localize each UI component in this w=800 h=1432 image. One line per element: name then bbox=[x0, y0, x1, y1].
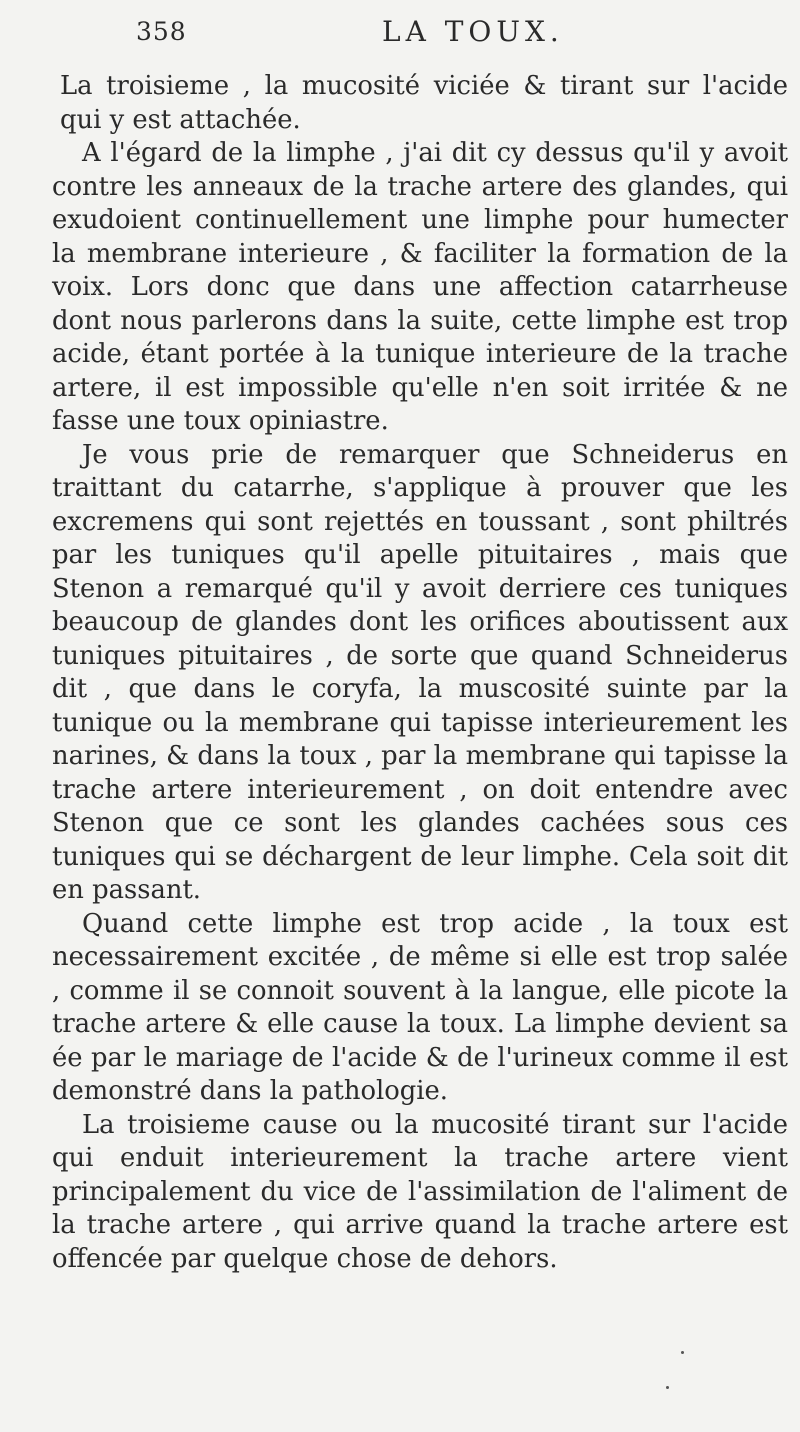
page-number: 358 bbox=[136, 17, 187, 46]
paragraph-5: La troisieme cause ou la mucosité tirant sur l'acide qui enduit interieurement la trache artere vient principalement du vice de l'assimilation de l'aliment de la trache artere , qui arrive quand la trache artere est offencée par quelque chose de dehors. bbox=[52, 1109, 788, 1274]
paragraph-3: Je vous prie de remarquer que Schneiderus en traittant du catarrhe, s'applique à prouver que les excremens qui sont rejettés en toussant , sont philtrés par les tuniques qu'il apelle pituitaires , mais que Stenon a remarqué qu'il y avoit derriere ces tuniques beaucoup de glandes dont les orifices aboutissent aux tuniques pituitaires , de sorte que quand Schneiderus dit , que dans le coryfa, la muscosité suinte par la tunique ou la membrane qui tapisse interieurement les narines, & dans la toux , par la membrane qui tapisse la trache artere interieurement , on doit entendre avec Stenon que ce sont les glandes cachées sous ces tuniques qui se déchargent de leur limphe. Cela soit dit en passant. bbox=[52, 439, 788, 905]
running-title: LA TOUX. bbox=[382, 15, 564, 48]
page-text bbox=[52, 70, 788, 1276]
paragraph-4: Quand cette limphe est trop acide , la toux est necessairement excitée , de même si elle est trop salée , comme il se connoit souvent à la langue, elle picote la trache artere & elle cause la toux. La limphe devient sa ée par le mariage de l'acide & de l'urineux comme il est demonstré dans la pathologie. bbox=[52, 908, 788, 1106]
paragraph-2: A l'égard de la limphe , j'ai dit cy dessus qu'il y avoit contre les anneaux de la trache artere des glandes, qui exudoient continuellement une limphe pour humecter la membrane interieure , & faciliter la formation de la voix. Lors donc que dans une affection catarrheuse dont nous parlerons dans la suite, cette limphe est trop acide, étant portée à la tunique interieure de la trache artere, il est impossible qu'elle n'en soit irritée & ne fasse une toux opiniastre. bbox=[52, 138, 788, 436]
ink-speck-mark bbox=[681, 1351, 684, 1354]
page-header bbox=[136, 12, 776, 52]
paragraph-1: La troisieme , la mucosité viciée & tirant sur l'acide qui y est attachée. bbox=[60, 71, 788, 135]
ink-speck-mark bbox=[666, 1386, 669, 1389]
